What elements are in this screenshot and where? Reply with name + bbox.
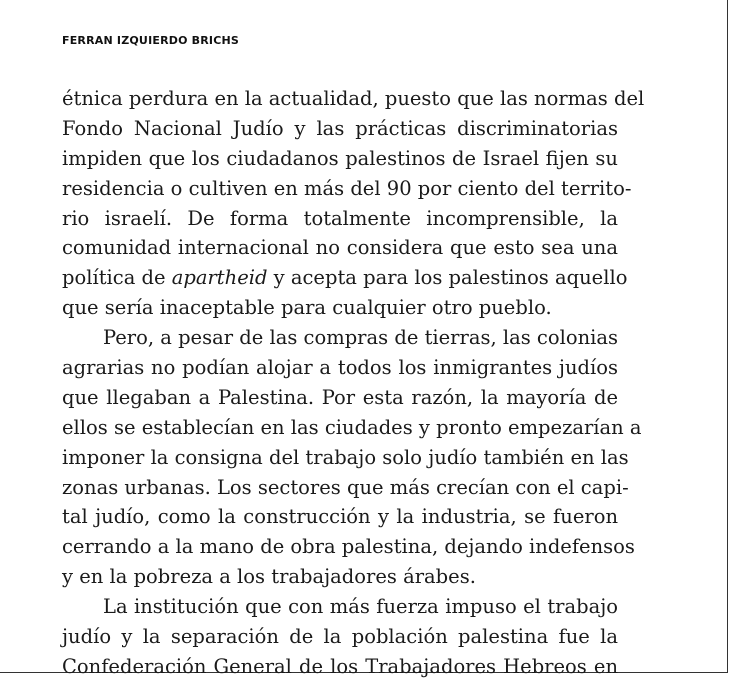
text-line: zonas urbanas. Los sectores que más crecían con el capi- xyxy=(62,475,629,499)
text-line xyxy=(62,263,628,293)
text-line: impiden que los ciudadanos palestinos de Israel fijen su xyxy=(62,146,618,170)
text-line: que sería inaceptable para cualquier otro pueblo. xyxy=(62,296,552,320)
text-fragment: y acepta para los palestinos aquello xyxy=(267,266,628,290)
text-line: agrarias no podían alojar a todos los inmigrantes judíos xyxy=(62,356,618,380)
text-line: comunidad internacional no considera que esto sea una xyxy=(62,236,618,260)
text-fragment: política de xyxy=(62,266,172,290)
page-edge-right xyxy=(727,0,728,672)
text-line: y en la pobreza a los trabajadores árabes. xyxy=(62,565,476,589)
text-line: que llegaban a Palestina. Por esta razón, la mayoría de xyxy=(62,385,618,409)
text-line: residencia o cultiven en más del 90 por ciento del territo- xyxy=(62,176,632,200)
text-line: Fondo Nacional Judío y las prácticas discriminatorias xyxy=(62,116,618,140)
text-line: imponer la consigna del trabajo solo judío también en las xyxy=(62,445,629,469)
italic-term: apartheid xyxy=(171,266,268,290)
text-line: rio israelí. De forma totalmente incomprensible, la xyxy=(62,206,618,230)
body-text xyxy=(62,84,645,682)
text-line: cerrando a la mano de obra palestina, dejando indefensos xyxy=(62,535,635,559)
text-line: ellos se establecían en las ciudades y pronto empezarían a xyxy=(62,415,642,439)
text-line: Pero, a pesar de las compras de tierras, las colonias xyxy=(103,326,618,350)
text-line: judío y la separación de la población palestina fue la xyxy=(62,625,618,649)
text-line: La institución que con más fuerza impuso el trabajo xyxy=(103,595,618,619)
text-line: étnica perdura en la actualidad, puesto que las normas del xyxy=(62,87,645,110)
running-head: FERRAN IZQUIERDO BRICHS xyxy=(62,34,240,47)
text-line: Confederación General de los Trabajadores Hebreos en xyxy=(62,654,618,678)
text-line: tal judío, como la construcción y la industria, se fueron xyxy=(62,505,618,529)
